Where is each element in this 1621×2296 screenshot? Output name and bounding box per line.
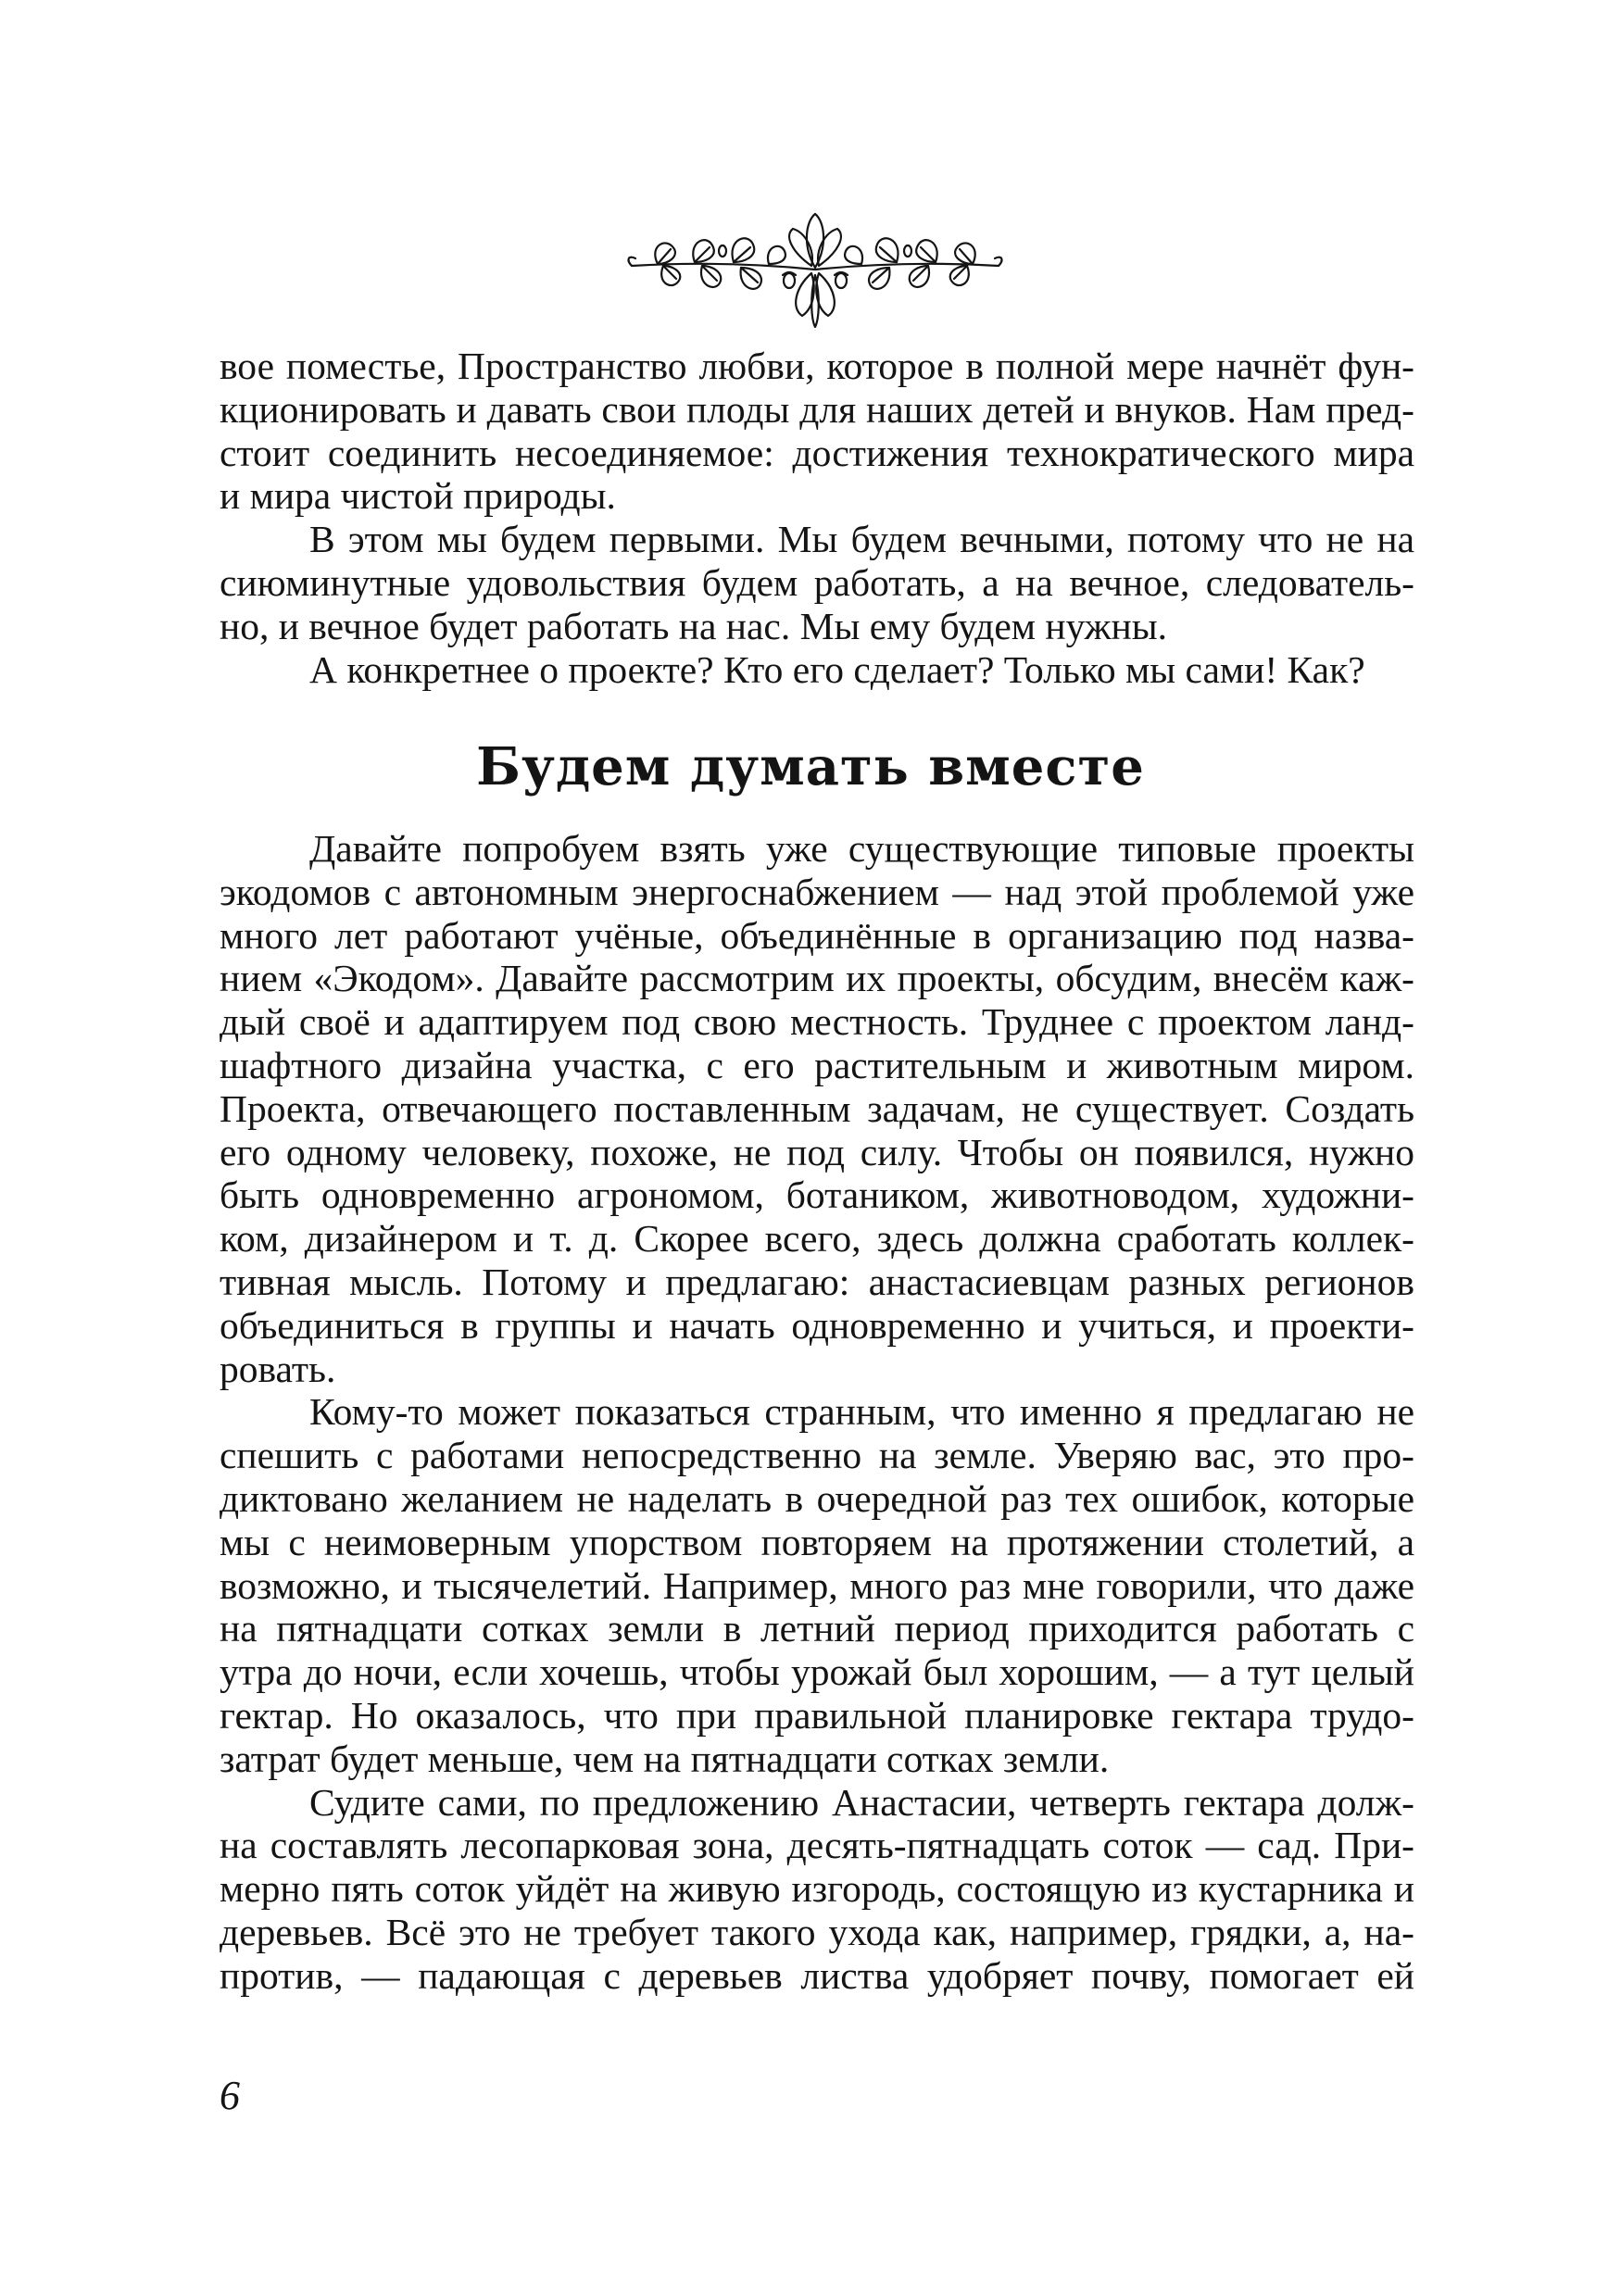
body-text-bottom [220,827,1414,1998]
paragraph [220,1390,1414,1780]
text-line: гектар. Но оказалось, что при правильной планировке гектара трудо- [220,1693,1414,1737]
oak-leaf-garland-icon [621,208,1010,333]
paragraph [220,345,1414,518]
text-line: ровать. [220,1347,336,1390]
paragraph [220,648,1414,692]
text-line: утра до ночи, если хочешь, чтобы урожай был хорошим, — а тут целый [220,1650,1414,1694]
text-line: Проекта, отвечающего поставленным задачам, не существует. Создать [220,1086,1414,1130]
text-line: Судите сами, по предложению Анастасии, четверть гектара долж- [309,1780,1414,1824]
text-line: тивная мысль. Потому и предлагаю: анастасиевцам разных регионов [220,1260,1414,1303]
text-line: шафтного дизайна участка, с его растительным и животным миром. [220,1043,1414,1086]
text-line: кционировать и давать свои плоды для наших детей и внуков. Нам пред- [220,387,1414,431]
text-line: спешить с работами непосредственно на земле. Уверяю вас, это про- [220,1434,1414,1477]
paragraph [220,518,1414,647]
text-line: затрат будет меньше, чем на пятнадцати сотках земли. [220,1737,1110,1780]
text-line: мы с неимоверным упорством повторяем на протяжении столетий, а [220,1520,1414,1563]
paragraph [220,827,1414,1390]
text-line: деревьев. Всё это не требует такого ухода как, например, грядки, а, на- [220,1910,1414,1953]
text-line: но, и вечное будет работать на нас. Мы ему будем нужны. [220,604,1167,647]
text-line: стоит соединить несоединяемое: достижения технократического мира [220,431,1414,474]
page-number: 6 [220,2073,240,2118]
text-line: ком, дизайнером и т. д. Скорее всего, здесь должна сработать коллек- [220,1217,1414,1261]
text-line: много лет работают учёные, объединённые в организацию под назва- [220,913,1414,957]
text-line: против, — падающая с деревьев листва удобряет почву, помогает ей [220,1953,1414,1997]
text-line: диктовано желанием не наделать в очередной раз тех ошибок, которые [220,1476,1414,1520]
text-line: дый своё и адаптируем под свою местность. Труднее с проектом ланд- [220,1000,1414,1044]
text-line: быть одновременно агрономом, ботаником, животноводом, художни- [220,1173,1414,1217]
text-line: на пятнадцати сотках земли в летний период приходится работать с [220,1607,1414,1650]
text-line: В этом мы будем первыми. Мы будем вечными, потому что не на [309,518,1414,561]
text-line: экодомов с автономным энергоснабжением — над этой проблемой уже [220,870,1414,913]
text-line: и мира чистой природы. [220,474,616,518]
text-line: сиюминутные удовольствия будем работать, а на вечное, следователь- [220,560,1414,604]
text-line: нием «Экодом». Давайте рассмотрим их проекты, обсудим, внесём каж- [220,957,1414,1000]
body-text-top [220,345,1414,691]
text-line: А конкретнее о проекте? Кто его сделает? Только мы сами! Как? [309,647,1365,691]
text-line: Кому-то может показаться странным, что именно я предлагаю не [309,1390,1414,1434]
text-line: Давайте попробуем взять уже существующие типовые проекты [309,827,1414,870]
text-line: на составлять лесопарковая зона, десять-пятнадцать соток — сад. При- [220,1824,1414,1867]
section-heading: Будем думать вместе [476,736,1145,797]
text-line: мерно пять соток уйдёт на живую изгородь, состоящую из кустарника и [220,1867,1414,1911]
text-line: объединиться в группы и начать одновременно и учиться, и проекти- [220,1303,1414,1347]
text-line: возможно, и тысячелетий. Например, много раз мне говорили, что даже [220,1563,1414,1607]
text-line: вое поместье, Пространство любви, которое в полной мере начнёт фун- [220,345,1414,387]
text-line: его одному человеку, похоже, не под силу. Чтобы он появился, нужно [220,1130,1414,1173]
paragraph [220,1781,1414,1998]
